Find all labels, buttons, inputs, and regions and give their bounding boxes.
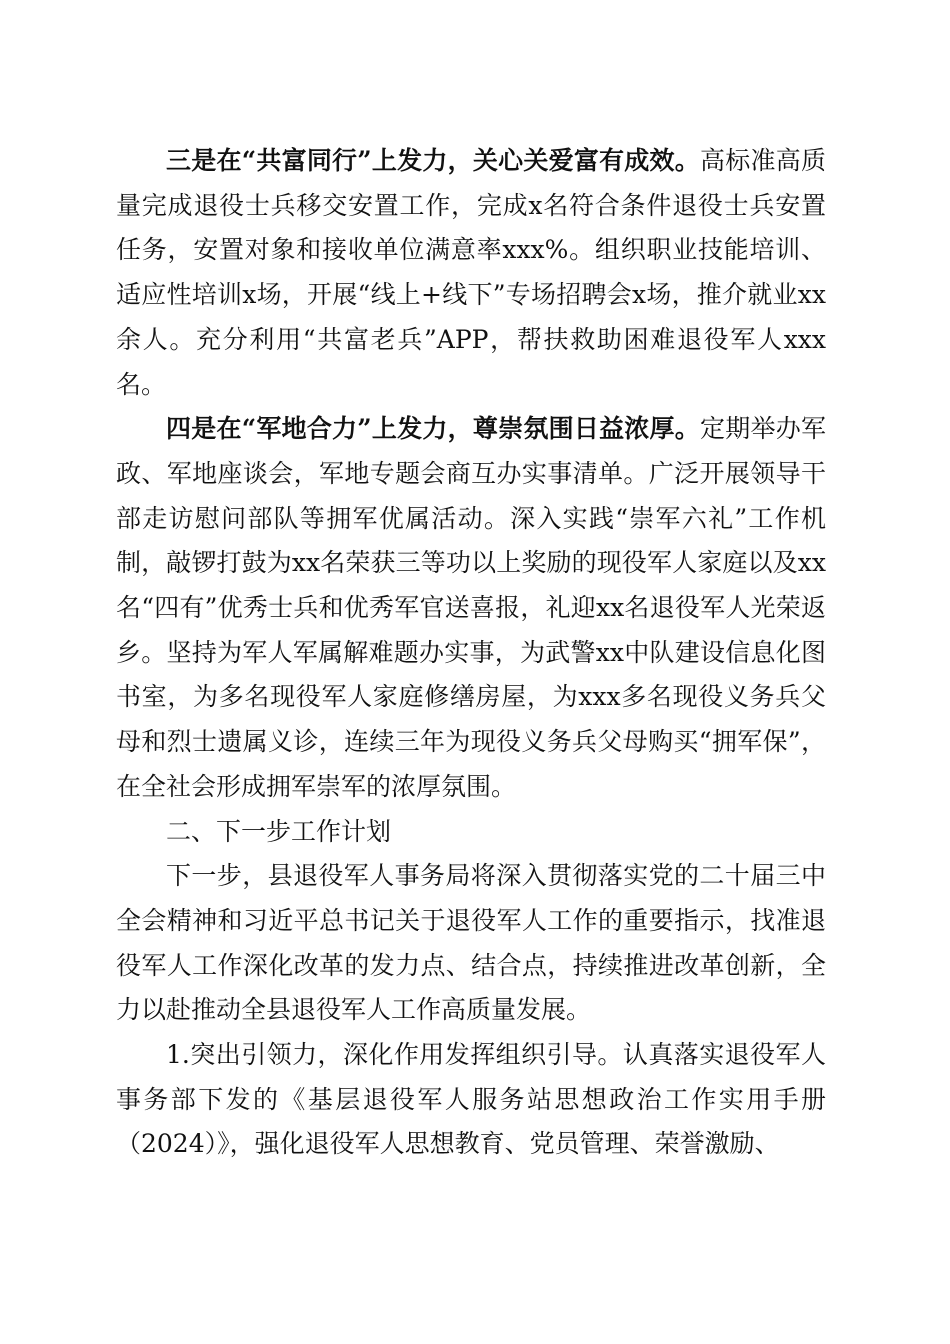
paragraph-body: 定期举办军政、军地座谈会，军地专题会商互办实事清单。广泛开展领导干部走访慰问部队等拥军优属活动。深入实践“崇军六礼”工作机制，敲锣打鼓为xx名荣获三等功以上奖励的现役军人家庭以及xx名“四有”优秀士兵和优秀军官送喜报，礼迎xx名退役军人光荣返乡。坚持为军人军属解难题办实事，为武警xx中队建设信息化图书室，为多名现役军人家庭修缮房屋，为xxx多名现役义务兵父母和烈士遗属义诊，连续三年为现役义务兵父母购买“拥军保”，在全社会形成拥军崇军的浓厚氛围。: [116, 414, 826, 801]
paragraph-junde: [116, 407, 826, 809]
plan-intro-paragraph: 下一步，县退役军人事务局将深入贯彻落实党的二十届三中全会精神和习近平总书记关于退役军人工作的重要指示，找准退役军人工作深化改革的发力点、结合点，持续推进改革创新，全力以赴推动全县退役军人工作高质量发展。: [116, 861, 826, 1025]
section-heading: 二、下一步工作计划: [166, 816, 392, 846]
paragraph-gongfu: [116, 139, 826, 407]
paragraph-lead: 三是在“共富同行”上发力，关心关爱富有成效。: [166, 146, 701, 175]
paragraph-lead: 四是在“军地合力”上发力，尊崇氛围日益浓厚。: [166, 414, 701, 444]
paragraph-body: 高标准高质量完成退役士兵移交安置工作，完成x名符合条件退役士兵安置任务，安置对象和接收单位满意率xxx%。组织职业技能培训、适应性培训x场，开展“线上+线下”专场招聘会x场，推介就业xx余人。充分利用“共富老兵”APP，帮扶救助困难退役军人xxx名。: [116, 146, 826, 399]
document-page: [116, 139, 826, 1167]
plan-item-1-paragraph: 1.突出引领力，深化作用发挥组织引导。认真落实退役军人事务部下发的《基层退役军人服务站思想政治工作实用手册（2024）》，强化退役军人思想教育、党员管理、荣誉激励、: [116, 1040, 826, 1159]
